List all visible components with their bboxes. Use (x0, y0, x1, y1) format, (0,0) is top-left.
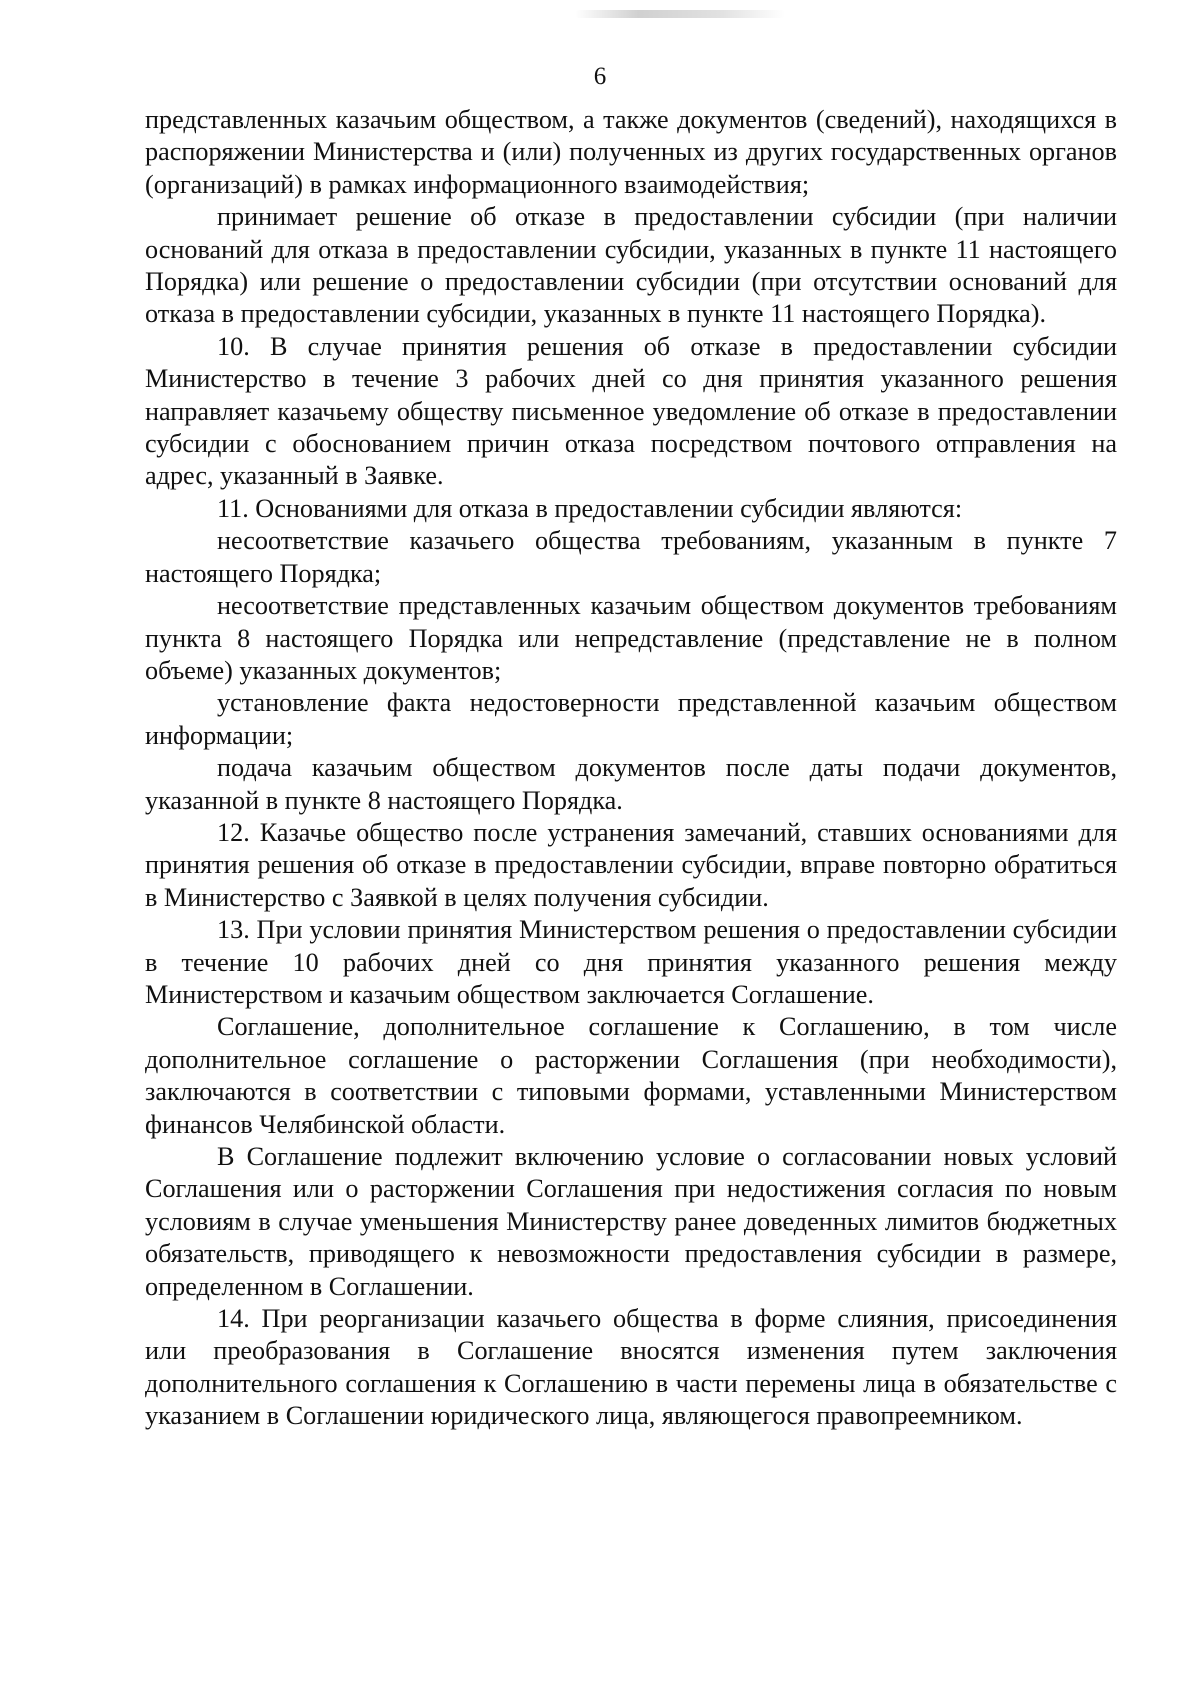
paragraph-agreement-conditions: В Соглашение подлежит включению условие о согласовании новых условий Соглашения или о расторжении Соглашения при недостижения согласия по новым условиям в случае уменьшения Министерству ранее доведенных лимитов бюджетных обязательств, приводящего к невозможности предоставления субсидии в размере, определенном в Соглашении. (145, 1142, 1117, 1301)
paragraph-decision: принимает решение об отказе в предоставлении субсидии (при наличии оснований для отказа в предоставлении субсидии, указанных в пункте 11 настоящего Порядка) или решение о предоставлении субсидии (при отсутствии оснований для отказа в предоставлении субсидии, указанных в пункте 11 настоящего Порядка). (145, 202, 1117, 329)
paragraph-item-10: 10. В случае принятия решения об отказе в предоставлении субсидии Министерство в течение 3 рабочих дней со дня принятия указанного решения направляет казачьему обществу письменное уведомление об отказе в предоставлении субсидии с обоснованием причин отказа посредством почтового отправления на адрес, указанный в Заявке. (145, 331, 1117, 491)
paragraph-ground-3: установление факта недостоверности представленной казачьим обществом информации; (145, 688, 1117, 750)
paragraph-ground-4: подача казачьим обществом документов после даты подачи документов, указанной в пункте 8 настоящего Порядка. (145, 753, 1117, 815)
paragraph-ground-2: несоответствие представленных казачьим обществом документов требованиям пункта 8 настоящего Порядка или непредставление (представление не в полном объеме) указанных документов; (145, 591, 1117, 685)
paragraph-continuation: представленных казачьим обществом, а также документов (сведений), находящихся в распоряжении Министерства и (или) полученных из других государственных органов (организаций) в рамках информационного взаимодействия; (145, 105, 1117, 199)
paragraph-ground-1: несоответствие казачьего общества требованиям, указанным в пункте 7 настоящего Порядка; (145, 526, 1117, 588)
paragraph-item-11: 11. Основаниями для отказа в предоставлении субсидии являются: (217, 493, 963, 523)
page-number: 6 (593, 63, 607, 90)
document-body (145, 104, 1117, 1433)
paragraph-item-14: 14. При реорганизации казачьего общества в форме слияния, присоединения или преобразования в Соглашение вносятся изменения путем заключения дополнительного соглашения к Соглашению в части перемены лица в обязательстве с указанием в Соглашении юридического лица, являющегося правопреемником. (145, 1304, 1117, 1431)
paragraph-item-12: 12. Казачье общество после устранения замечаний, ставших основаниями для принятия решения об отказе в предоставлении субсидии, вправе повторно обратиться в Министерство с Заявкой в целях получения субсидии. (145, 817, 1117, 912)
paragraph-item-13: 13. При условии принятия Министерством решения о предоставлении субсидии в течение 10 рабочих дней со дня принятия указанного решения между Министерством и казачьим обществом заключается Соглашение. (145, 915, 1117, 1009)
paragraph-agreement-forms: Соглашение, дополнительное соглашение к Соглашению, в том числе дополнительное соглашение о расторжении Соглашения (при необходимости), заключаются в соответствии с типовыми формами, уставленными Министерством финансов Челябинской области. (145, 1012, 1117, 1139)
scan-artifact (575, 10, 785, 18)
